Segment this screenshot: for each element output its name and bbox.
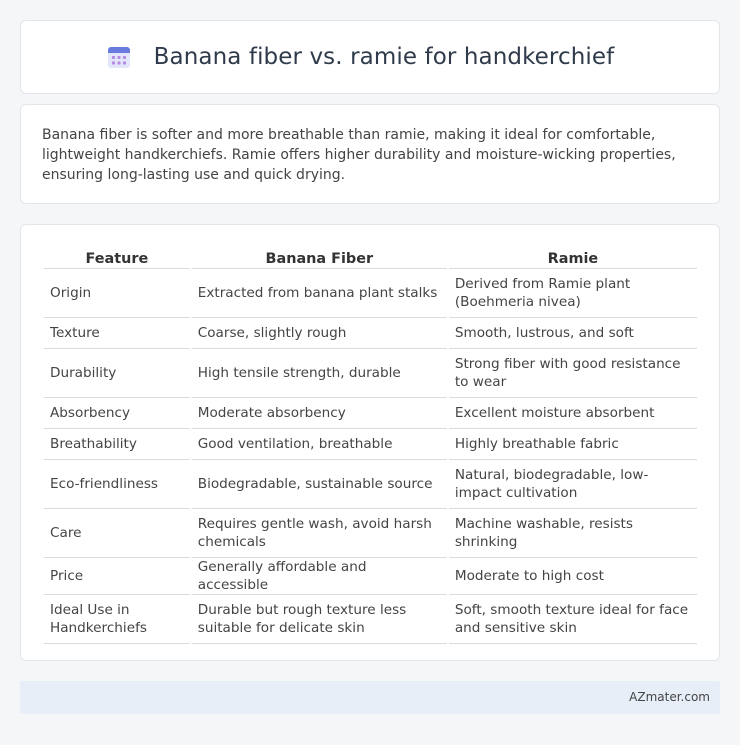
ramie-cell: Moderate to high cost xyxy=(449,558,697,595)
banana-cell: Generally affordable and accessible xyxy=(192,558,447,595)
table-row xyxy=(44,269,697,318)
feature-cell: Texture xyxy=(44,318,190,349)
banana-cell: Requires gentle wash, avoid harsh chemicals xyxy=(192,509,447,558)
ramie-cell: Soft, smooth texture ideal for face and sensitive skin xyxy=(449,595,697,644)
table-row xyxy=(44,509,697,558)
ramie-cell: Smooth, lustrous, and soft xyxy=(449,318,697,349)
intro-text: Banana fiber is softer and more breathable than ramie, making it ideal for comfortable, lightweight handkerchiefs. Ramie offers higher durability and moisture-wicking properties, ensuring long-lasting use and quick drying. xyxy=(42,127,676,183)
ramie-cell: Strong fiber with good resistance to wear xyxy=(449,349,697,398)
footer-brand[interactable]: AZmater.com xyxy=(629,690,710,704)
calendar-icon xyxy=(106,44,132,70)
feature-cell: Breathability xyxy=(44,429,190,460)
table-card xyxy=(20,224,720,661)
table-row xyxy=(44,318,697,349)
table-row xyxy=(44,460,697,509)
table-row xyxy=(44,429,697,460)
banana-cell: Coarse, slightly rough xyxy=(192,318,447,349)
ramie-cell: Machine washable, resists shrinking xyxy=(449,509,697,558)
banana-cell: Durable but rough texture less suitable for delicate skin xyxy=(192,595,447,644)
ramie-cell: Natural, biodegradable, low-impact cultivation xyxy=(449,460,697,509)
table-row xyxy=(44,558,697,595)
banana-cell: Moderate absorbency xyxy=(192,398,447,429)
table-header-row xyxy=(44,244,697,269)
feature-cell: Eco-friendliness xyxy=(44,460,190,509)
banana-cell: High tensile strength, durable xyxy=(192,349,447,398)
table-row xyxy=(44,349,697,398)
header-feature: Feature xyxy=(44,244,190,269)
table-row xyxy=(44,595,697,644)
feature-cell: Care xyxy=(44,509,190,558)
header-banana-fiber: Banana Fiber xyxy=(192,244,447,269)
ramie-cell: Highly breathable fabric xyxy=(449,429,697,460)
feature-cell: Ideal Use in Handkerchiefs xyxy=(44,595,190,644)
footer xyxy=(20,681,720,714)
title-card xyxy=(20,20,720,94)
page-title: Banana fiber vs. ramie for handkerchief xyxy=(153,44,615,70)
title-wrap xyxy=(21,21,719,93)
ramie-cell: Derived from Ramie plant (Boehmeria nivea) xyxy=(449,269,697,318)
header-ramie: Ramie xyxy=(449,244,697,269)
feature-cell: Absorbency xyxy=(44,398,190,429)
intro-card xyxy=(20,104,720,204)
feature-cell: Durability xyxy=(44,349,190,398)
banana-cell: Extracted from banana plant stalks xyxy=(192,269,447,318)
banana-cell: Good ventilation, breathable xyxy=(192,429,447,460)
banana-cell: Biodegradable, sustainable source xyxy=(192,460,447,509)
table-row xyxy=(44,398,697,429)
comparison-table xyxy=(42,244,699,644)
feature-cell: Price xyxy=(44,558,190,595)
ramie-cell: Excellent moisture absorbent xyxy=(449,398,697,429)
feature-cell: Origin xyxy=(44,269,190,318)
